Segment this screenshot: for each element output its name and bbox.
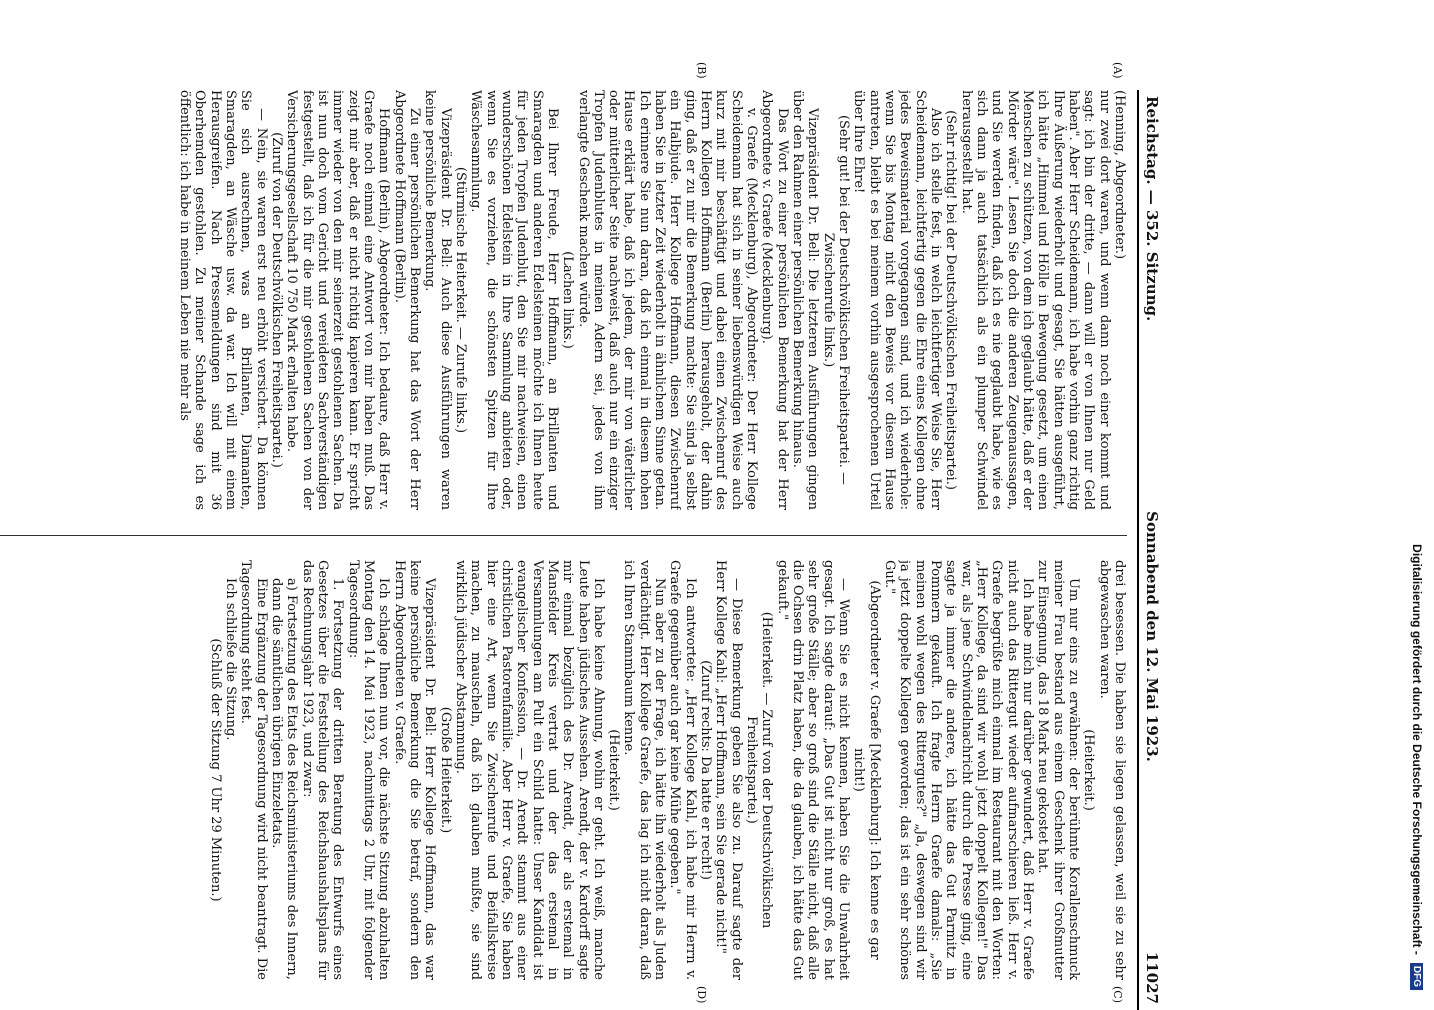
col2-paragraph: Um nur eins zu erwähnen: der berühmte Korallenschmuck meiner Frau bestand aus einem Geschenk ihrer Großmutter zur Einsegnung, das 18 Mark neu gekostet hat. — [1035, 560, 1082, 980]
col1-paragraph: (Stürmische Heiterkeit. — Zurufe links.) — [452, 166, 468, 434]
col1-paragraph: v. Graefe (Mecklenburg), Abgeordneter: Der Herr Kollege Scheidemann hat sich in seiner liebenswürdigen Weise auch kurz mit mir beschäftigt und dabei einen Zwischenruf des Herrn Kollegen Hoffmann (Berlin) herausgeholt, der dahin ging, daß er zu mir die Bemerkung machte: Sie sind ja selbst ein Halbjude. Herr Kollege Hoffmann, diesen Zwischenruf haben Sie in letzter Zeit wiederholt in ähnlichem Sinne getan. Ich erinnere Sie nun daran, daß ich einmal in diesem hohen Hause erklärt habe, daß ich jedem, der mir von väterlicher oder mütterlicher Seite nachweist, daß auch nur ein einziger Tropfen Judenblutes in meinen Adern sei, jedes von ihm verlangte Geschenk machen würde. — [575, 90, 760, 510]
page-header — [1137, 90, 1167, 1010]
dfg-sidebar — [1406, 10, 1432, 990]
col1-paragraph: (Lachen links.) — [560, 251, 576, 349]
col1-paragraph: Vizepräsident Dr. Bell: Die letzteren Ausführungen gingen über den Rahmen einer persönlichen Bemerkung hinaus. — [790, 90, 821, 510]
column-divider — [0, 535, 1127, 536]
col2-paragraph: dann die sämtlichen übrigen Einzeletats. — [268, 578, 284, 849]
header-date: Sonnabend den 12. Mai 1923. — [1142, 511, 1161, 762]
col2-paragraph: Eine Ergänzung der Tagesordnung wird nicht beantragt. Die Tagesordnung steht fest. — [238, 560, 269, 980]
col2-paragraph: 1. Fortsetzung der dritten Beratung des Entwurfs eines Gesetzes über die Feststellung des Reichshaushaltsplans für das Rechnungsjahr 1923, und zwar: — [299, 560, 346, 980]
col2-paragraph: (Schluß der Sitzung 7 Uhr 29 Minuten.) — [207, 638, 223, 902]
col1-paragraph: Also ich stelle fest, in welch leichtfertiger Weise Sie, Herr Scheidemann, leichtfertig gegen die Ehre eines Kollegen ohne jedes Beweismaterial vorgegangen sind, und ich wiederhole: wenn Sie bis Montag nicht den Beweis vor diesem Hause antreten, bleibt es bei meinem vorhin ausgesprochenen Urteil über Ihre Ehre! — [851, 90, 944, 510]
col2-paragraph: Ich antwortete: „Herr Kollege Kahl, ich habe mir Herrn v. Graefe gegenüber auch gar keine Mühe gegeben." — [667, 560, 698, 980]
col1-paragraph: — Nein, sie waren erst neu erhöht versichert. Da können Sie sich ausrechnen, was an Brillanten, Diamanten, Smaragden, an Wäsche usw. da war. Ich will mit einem Herausgreifen. Nach Pressemeldungen sind mit 36 Oberhemden gestohlen. Zu meiner Schande sage ich es öffentlich: ich habe in meinem Leben nie mehr als — [176, 90, 269, 510]
col2-paragraph: Ich habe keine Ahnung, wohin er geht. Ich weiß, manche Leute haben jüdisches Aussehen. Arendt, der v. Kardorff sagte mir einmal bezüglich des Dr. Arendt, der als erstemal in Mansfelder Kreis vertrat und der das erstemal in Versammlungen am Pult ein Schild hatte: Unser Kandidat ist evangelischer Konfession, — Dr. Arendt stammt aus einer christlichen Pastorenfamilie. Aber Herr v. Graefe, Sie haben hier eine Art, wenn Sie Zwischenrufe und Beifallskreise machen, zu mauscheln, daß ich glauben mußte, sie sind wirklich jüdischer Abstammung. — [452, 560, 606, 980]
dfg-credit-text: Digitalisierung gefördert durch die Deutsche Forschungsgemeinschaft - — [1410, 544, 1424, 955]
margin-marker-c: (C) — [1111, 986, 1124, 1003]
col2-paragraph: Nun aber zu der Frage, ich hätte ihn wiederholt als Juden verdächtigt. Herr Kollege Graefe, das lag ich nicht daran, daß ich Ihren Stammbaum kenne. — [621, 560, 668, 980]
col1-paragraph: nur zwei dort waren, und wenn dann noch einer kommt und sagt: ich bin der dritte, — dann will er von Ihnen nur Geld haben". Aber Herr Scheidemann, ich habe vorhin ganz richtig Ihre Äußerung wiederholt und gesagt, Sie hätten ausgeführt, ich hätte „Himmel und Hölle in Bewegung gesetzt, um einen Menschen zu schützen, von dem ich geglaubt hätte, daß er der Mörder wäre". Lesen Sie doch die anderen Zeugenaussagen, und Sie werden finden, daß ich es nie geglaubt habe, wie es sich dann ja auch tatsächlich als ein plumper Schwindel herausgestellt hat. — [958, 90, 1112, 510]
margin-marker-d: (D) — [695, 986, 708, 1004]
col2-paragraph: (Zuruf rechts: Da hatte er recht!) — [698, 660, 714, 880]
col2-paragraph: Vizepräsident Dr. Bell: Herr Kollege Hoffmann, das war keine persönliche Bemerkung die Sie betraf, sondern den Herrn Abgeordneten v. Graefe. — [391, 560, 438, 980]
col1-paragraph: (Henning, Abgeordneter.) — [1112, 90, 1127, 260]
col1-paragraph: (Sehr gut! bei der Deutschvölkischen Freiheitspartei. — Zwischenrufe links.) — [820, 114, 852, 486]
col2-paragraph: — Wenn Sie es nicht kennen, haben Sie die Unwahrheit gesagt. Ich sagte darauf: „Das Gut ist nicht nur groß, es hat sehr große Ställe; aber so groß sind die Ställe nicht, daß alle die Ochsen drin Platz haben, die da glauben, ich hätte das Gut gekauft." — [774, 560, 852, 980]
col2-paragraph: (Heiterkeit. — Zuruf von der Deutschvölkischen Freiheitspartei.) — [744, 611, 775, 929]
dfg-sidebar-label — [1404, 10, 1430, 990]
text-column-right — [0, 560, 1127, 980]
col1-paragraph: Das Wort zu einer persönlichen Bemerkung hat der Herr Abgeordnete v. Graefe (Mecklenburg). — [759, 90, 790, 510]
col2-paragraph: (Heiterkeit.) — [1081, 729, 1097, 811]
text-column-left — [0, 90, 1127, 510]
col2-paragraph: Ich schlage Ihnen nun vor, die nächste Sitzung abzuhalten Montag den 14. Mai 1923, nachmittags 2 Uhr, mit folgender Tagesordnung: — [345, 560, 392, 980]
col2-paragraph: (Abgeordneter v. Graefe [Mecklenburg]: Ich kenne es gar nicht!) — [851, 580, 882, 960]
col1-paragraph: Bei Ihrer Freude, Herr Hoffmann, an Brillanten und Smaragden und anderen Edelsteinen möchte ich Ihnen heute für jeden Tropfen Judenblut, den Sie mir nachweisen, einen wunderschönen Edelstein in Ihre Sammlung anbieten oder, wenn Sie es vorziehen, die schönsten Spitzen für Ihre Wäschesammlung. — [468, 90, 560, 510]
col2-paragraph: a) Fortsetzung des Etats des Reichsministeriums des Innern, — [284, 578, 300, 980]
margin-marker-a: (A) — [1111, 62, 1124, 79]
col2-paragraph: (Große Heiterkeit.) — [437, 706, 453, 834]
header-left: Reichstag. — 352. Sitzung. — [1142, 96, 1161, 322]
newspaper-page — [0, 62, 1167, 1010]
col1-paragraph: Hoffmann (Berlin), Abgeordneter: Ich bedaure, daß Herr v. Graefe noch einmal eine Antwort von mir haben muß. Das zeigt mir aber, daß er nicht richtig kapieren kann. Er spricht immer wieder von den mir seinerzeit gestohlenen Sachen. Da ist nun doch vom Gericht und vereideten Sachverständigen festgestellt, daß ich für die mir gestohlenen Sachen von der Versicherungsgesellschaft 10 750 Mark erhalten habe. — [284, 90, 392, 510]
col2-paragraph: Ich habe mich nur darüber gewundert, daß Herr v. Graefe nicht auch das Rittergut wieder aufmarschieren ließ. Herr v. Graefe begrüßte mich einmal im Restaurant mit den Worten: „Herr Kollege, da sind wir wohl jetzt doppelt Kollegen!" Das war, als jene Schwindelnachricht durch die Presse ging, eine sagte ja immer die andere, ich hätte das Gut Parmitz in Pommern gekauft. Ich fragte Herrn Graefe damals: „Sie meinen wohl wegen des Rittergutes?" „Ja, deswegen sind wir ja jetzt doppelte Kollegen geworden; das ist ein sehr schönes Gut." — [882, 560, 1036, 980]
col1-paragraph: Vizepräsident Dr. Bell: Auch diese Ausführungen waren keine persönliche Bemerkung. — [422, 90, 453, 510]
col1-paragraph: Zu einer persönlichen Bemerkung hat das Wort der Herr Abgeordnete Hoffmann (Berlin). — [391, 90, 422, 510]
col2-paragraph: drei besessen. Die haben sie liegen gelassen, weil sie zu sehr abgewaschen waren. — [1096, 560, 1127, 980]
col2-paragraph: (Heiterkeit.) — [606, 729, 622, 811]
col1-paragraph: (Sehr richtig! bei der Deutschvölkischen Freiheitspartei.) — [943, 110, 959, 490]
col2-paragraph: Ich schließe die Sitzung. — [222, 578, 238, 741]
col1-paragraph: (Zuruf von der Deutschvölkischen Freiheitspartei.) — [268, 132, 284, 468]
dfg-logo: DFG — [1411, 963, 1424, 990]
col2-paragraph: — Diese Bemerkung geben Sie also zu. Darauf sagte der Herr Kollege Kahl: „Herr Hoffmann, sein Sie gerade nicht!" — [713, 560, 744, 980]
header-page-number: 11027 — [1142, 951, 1161, 1004]
margin-marker-b: (B) — [695, 62, 708, 79]
